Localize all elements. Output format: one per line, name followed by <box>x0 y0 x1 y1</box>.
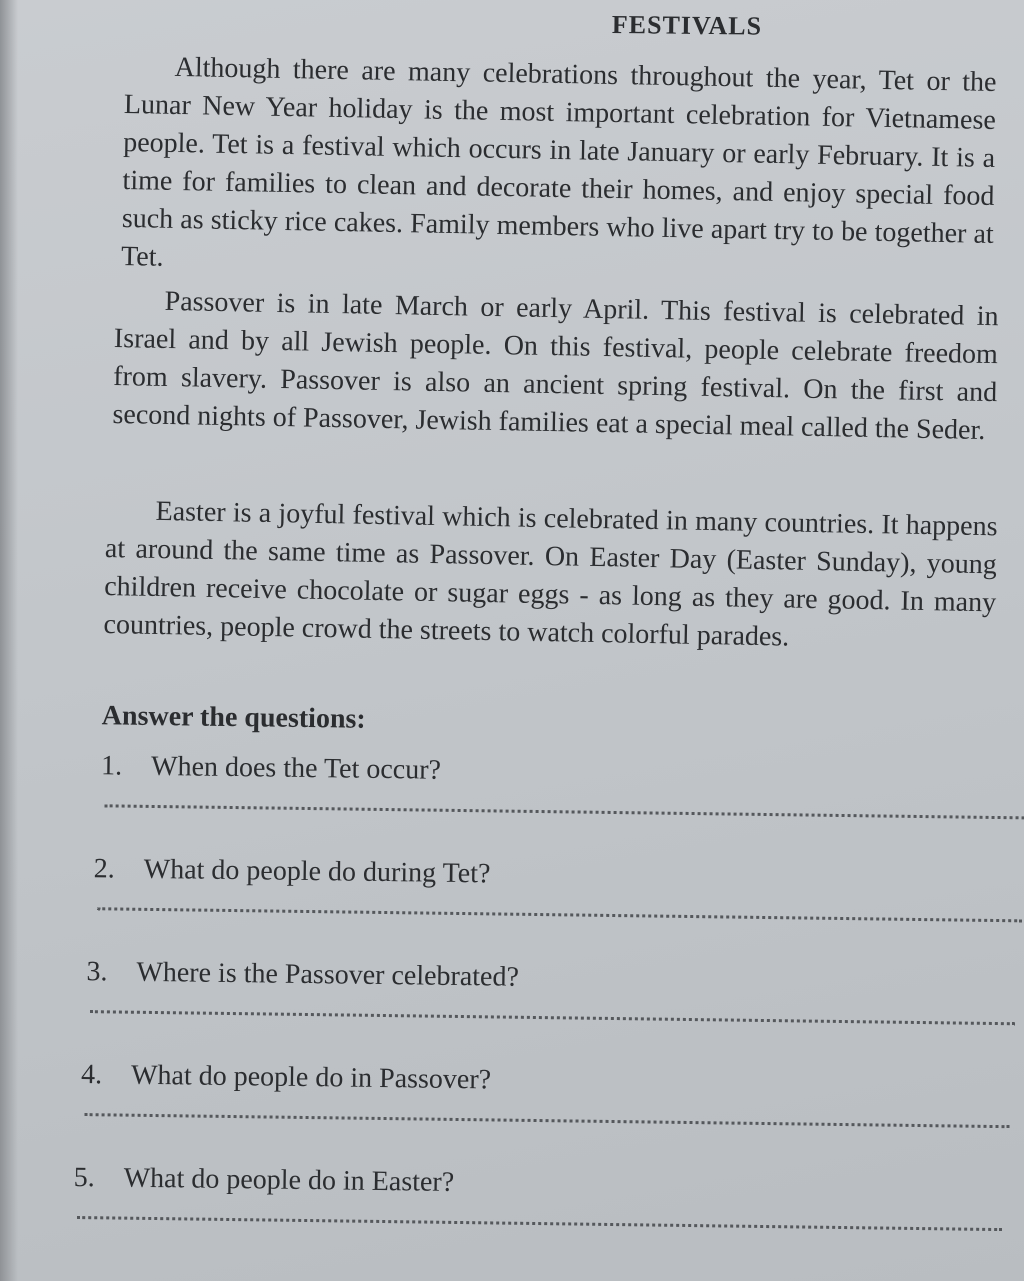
answer-line[interactable] <box>90 1010 1015 1025</box>
question-label: What do people do during Tet? <box>143 853 491 890</box>
question-number: 1. <box>100 750 123 782</box>
page-edge-shadow <box>0 0 18 1281</box>
question-item <box>73 1158 1014 1273</box>
paragraph-easter: Easter is a joyful festival which is celebrated in many countries. It happens at around the same time as Passover. On Easter Day (Easter Sunday), young children receive chocolate or sugar eggs - as long as they are good. In many countries, people crowd the streets to watch colorful parades. <box>103 495 998 653</box>
question-item <box>100 746 1019 861</box>
questions-section <box>73 700 1020 1273</box>
question-item <box>93 849 1018 964</box>
paragraph-passover: Passover is in late March or early April. This festival is celebrated in Israel and by all Jewish people. On this festival, people celebrate freedom from slavery. Passover is also an ancient spring festival. On the first and second nights of Passover, Jewish families eat a special meal called the Seder. <box>112 285 999 446</box>
question-number: 4. <box>80 1059 103 1091</box>
answer-line[interactable] <box>105 804 1024 819</box>
page-title: FESTIVALS <box>611 10 763 41</box>
question-number: 3. <box>86 956 108 988</box>
paragraph-tet: Although there are many celebrations throughout the year, Tet or the Lunar New Year holiday is the most important celebration for Vietnamese people. Tet is a festival which occurs in late January or early February. It is a time for families to clean and decorate their homes, and enjoy special food such as sticky rice cakes. Family members who live apart try to be together at Tet. <box>120 51 997 273</box>
question-label: Where is the Passover celebrated? <box>136 956 520 993</box>
answer-line[interactable] <box>77 1216 1002 1231</box>
question-item <box>85 952 1016 1067</box>
question-number: 5. <box>73 1161 95 1194</box>
question-number: 2. <box>93 853 115 885</box>
question-label: What do people do in Passover? <box>130 1059 492 1096</box>
answer-line[interactable] <box>85 1113 1010 1128</box>
answer-line[interactable] <box>97 907 1022 922</box>
question-label: What do people do in Easter? <box>123 1162 455 1198</box>
questions-heading: Answer the questions: <box>101 700 366 735</box>
question-item <box>80 1055 1015 1170</box>
question-label: When does the Tet occur? <box>150 750 442 786</box>
